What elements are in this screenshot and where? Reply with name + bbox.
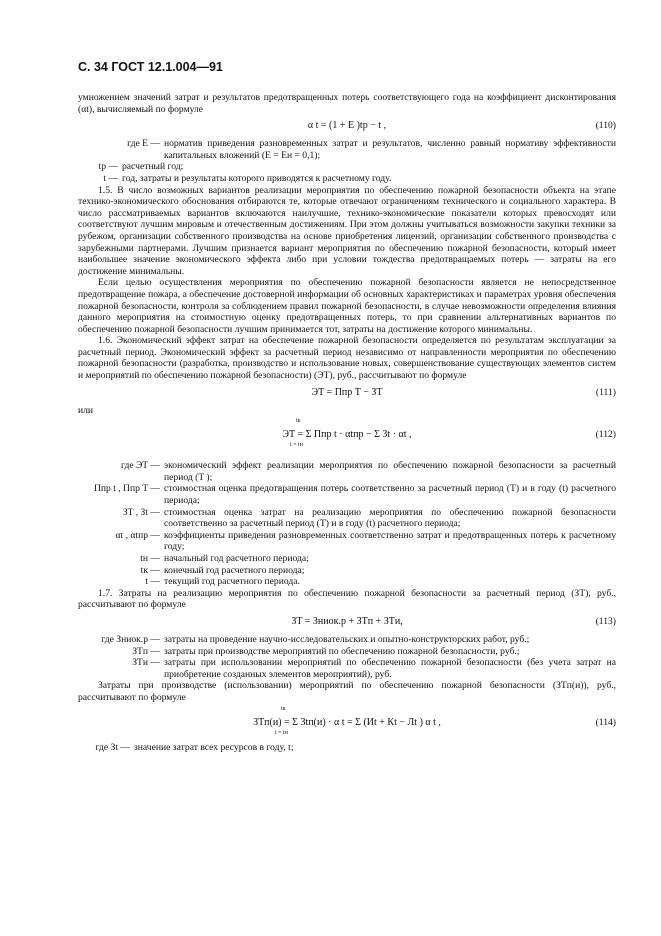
definition-item: t — год, затраты и результаты которого приводятся к расчетному году. [103,172,392,184]
page [78,60,616,753]
sum-lower-limit: t = tн [290,442,303,449]
paragraph-1-5: 1.5. В число возможных вариантов реализации мероприятия по обеспечению пожарной безопасности объекта на этапе технико-экономического обоснования отбираются те, которые отвечают ограничениям технического и социального характера. В число рассматриваемых вариантов включаются наилучшие, технико-экономические показатели которых превосходят или соответствуют лучшим мировым и отечественным достижениям. При этом должны учитываться возможности закупки техники за рубежом, организации собственного производства на основе приобретения лицензий, организации собственного производства с зарубежными партнерами. Лучшим признается вариант мероприятия по обеспечению пожарной безопасности, который имеет наибольшее значение экономического эффекта либо при условии тождества предотвращаемых потерь — затраты на его достижение минимальны. [78,184,616,277]
definition-item: tк — конечный год расчетного периода; [140,564,305,576]
definition-item: ЗTп — затраты при производстве мероприятий по обеспечению пожарной безопасности, руб.; [132,645,520,657]
equation-number: (114) [595,716,616,728]
definitions-114 [78,742,616,754]
equation-114 [78,705,616,736]
equation-112 [78,418,616,449]
definitions-112 [78,460,616,588]
equation-formula: ЭT = Σ Ппр t · αtпр − Σ Зt · αt , [282,429,412,441]
definition-item: где ЭT — экономический эффект реализации мероприятия по обеспечению пожарной безопасности за расчетный период (T ); [120,460,616,483]
definitions-110 [78,138,616,184]
paragraph-intro: умножением значений затрат и результатов предотвращенных потерь соответствующего года на коэффициент дисконтирования (αt), вычисляемый по формуле [78,92,616,115]
paragraph-1-5-b: Если целью осуществления мероприятия по обеспечению пожарной безопасности является не непосредственное предотвращение пожара, а обеспечение достоверной информации об основных характеристиках и параметрах уровня обеспечения пожарной безопасности, контроля за соблюдением правил пожарной безопасности, в случае невозможности определения влияния данного мероприятия на стоимостную оценку предотвращенных потерь, то при сравнении альтернативных вариантов по обеспечению пожарной безопасности лучшим принимается тот, затраты на достижение которого минимальны. [78,277,616,335]
definition-item: ЗT , Зt — стоимостная оценка затрат на реализацию мероприятия по обеспечению пожарной безопасности соответственно за расчетный период (T) и в году (t) расчетного периода; [122,506,616,530]
word-or: или [78,404,94,416]
equation-number: (113) [595,615,616,627]
equation-formula: α t = (1 + E )tр − t , [307,120,387,132]
equation-formula: ЗTп(и) = Σ Зtп(и) · α t = Σ (Иt + Кt − Лt ) α t , [253,716,441,728]
equation-111 [78,387,616,400]
sum-upper-limit: tк [281,705,286,712]
equation-number: (111) [595,386,616,398]
equation-number: (110) [595,120,616,132]
paragraph-1-7-b: Затраты при производстве (использовании) мероприятий по обеспечению пожарной безопасности (ЗTп(и)), руб., рассчитывают по формуле [78,680,616,703]
definition-item: Ппр t , Ппр T — стоимостная оценка предотвращения потерь соответственно за расчетный период (T) и в году (t) расчетного периода; [93,483,616,507]
definition-item: где Зниок.р — затраты на проведение научно-исследовательских и опытно-конструкторских работ, руб.; [101,633,530,645]
definition-item: tр — расчетный год; [98,161,184,173]
equation-formula: ЗT = Зниок.р + ЗTп + ЗTи, [291,615,403,627]
definition-item: t — текущий год расчетного периода. [145,576,300,588]
page-header: С. 34 ГОСТ 12.1.004—91 [78,60,223,74]
equation-113 [78,616,616,629]
paragraph-1-7: 1.7. Затраты на реализацию мероприятия по обеспечению пожарной безопасности за расчетный период (ЗT), руб., рассчитывают по формуле [78,587,616,611]
definition-item: где Зt — значение затрат всех ресурсов в году, t; [95,741,294,753]
definition-item: ЗTи — затраты при использовании мероприятий по обеспечению пожарной безопасности (без учета затрат на приобретение созданных элементов мероприятий), руб. [132,657,616,680]
definition-item: где E — норматив приведения разновременных затрат и результатов, численно равный нормативу эффективности капитальных вложений (E = Eн = 0,1); [127,138,616,161]
sum-lower-limit: t = tн [275,729,288,736]
definition-item: αt , αtпр — коэффициенты приведения разновременных соответственно затрат и предотвращенных потерь к расчетному году; [115,529,616,553]
equation-formula: ЭT = Ппр T − ЗT [311,386,383,398]
definition-item: tн — начальный год расчетного периода; [140,553,309,564]
definitions-113 [78,634,616,680]
sum-upper-limit: tк [296,418,301,425]
paragraph-1-6: 1.6. Экономический эффект затрат на обеспечение пожарной безопасности определяется по результатам эксплуатации за расчетный период. Экономический эффект за расчетный период независимо от направленности мероприятия по обеспечению пожарной безопасности (разработка, производство и использование новых, совершенствование существующих элементов систем и мероприятий по обеспечению пожарной безопасности) (ЭT), руб., рассчитывают по формуле [78,335,616,382]
equation-110 [78,120,616,133]
equation-number: (112) [595,429,616,441]
